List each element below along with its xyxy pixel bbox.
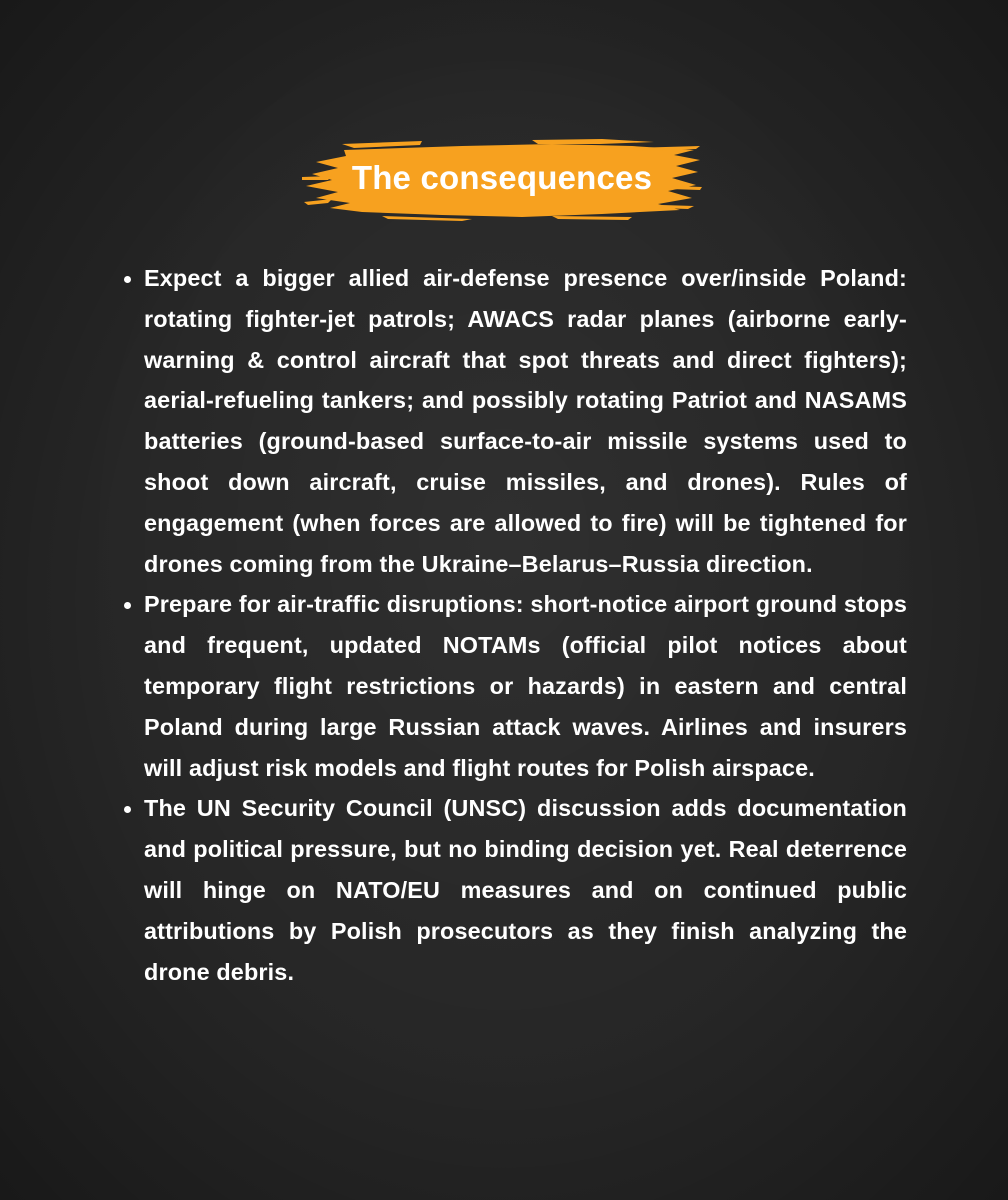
bullet-dot-icon [124,602,131,609]
bullet-item-air-defense [124,258,907,584]
bullet-text: Prepare for air-traffic disruptions: short-notice airport ground stops and frequent, updated NOTAMs (official pilot notices about temporary flight restrictions or hazards) in eastern and central Poland during large Russian attack waves. Airlines and insurers will adjust risk models and flight routes for Polish airspace. [144,591,907,781]
bullet-list [124,258,907,992]
bullet-text: Expect a bigger allied air-defense presence over/inside Poland: rotating fighter-jet patrols; AWACS radar planes (airborne early-warning & control aircraft that spot threats and direct fighters); aerial-refueling tankers; and possibly rotating Patriot and NASAMS batteries (ground-based surface-to-air missile systems used to shoot down aircraft, cruise missiles, and drones). Rules of engagement (when forces are allowed to fire) will be tightened for drones coming from the Ukraine–Belarus–Russia direction. [144,265,907,577]
bullet-dot-icon [124,806,131,813]
page-title: The consequences [351,159,653,196]
bullet-dot-icon [124,276,131,283]
bullet-item-unsc [124,788,907,992]
bullet-item-air-traffic [124,584,907,788]
title-banner [302,136,702,222]
bullet-text: The UN Security Council (UNSC) discussion adds documentation and political pressure, but no binding decision yet. Real deterrence will hinge on NATO/EU measures and on continued public attributions by Polish prosecutors as they finish analyzing the drone debris. [144,795,907,985]
